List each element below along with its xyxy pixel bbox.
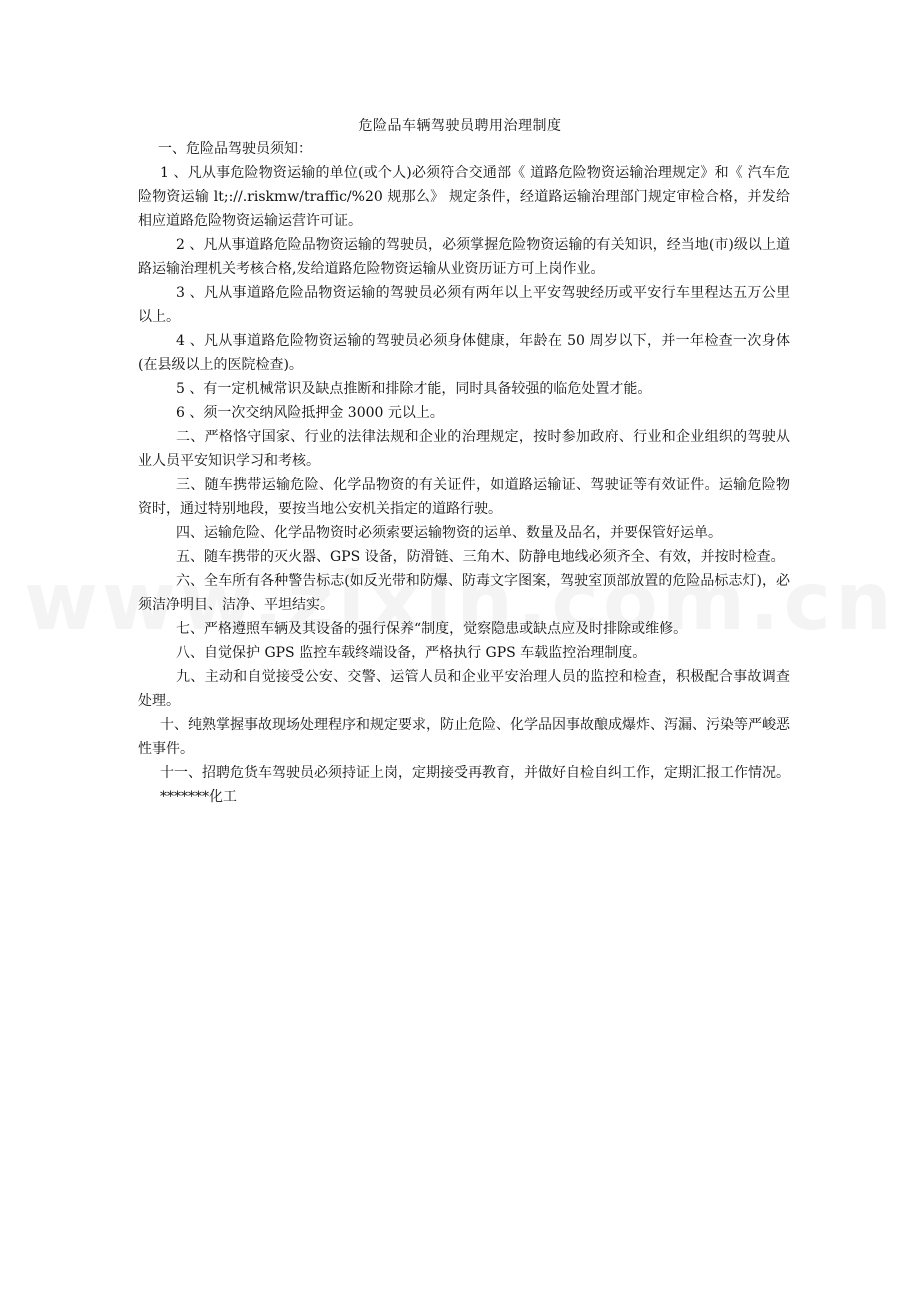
paragraph-section-9: 九、主动和自觉接受公安、交警、运管人员和企业平安治理人员的监控和检查，积极配合事故调查处理。 — [138, 669, 790, 709]
document-body — [138, 137, 790, 809]
paragraph-section-10: 十、纯熟掌握事故现场处理程序和规定要求，防止危险、化学品因事故酿成爆炸、泻漏、污染等严峻恶性事件。 — [138, 717, 790, 757]
paragraph-section-6: 六、全车所有各种警告标志(如反光带和防爆、防毒文字图案，驾驶室顶部放置的危险品标志灯)，必须洁净明目、洁净、平坦结实。 — [138, 573, 790, 613]
signature: *******化工 — [160, 789, 237, 805]
paragraph-item-6: 6 、须一次交纳风险抵押金 3000 元以上。 — [176, 405, 444, 421]
paragraph-item-4: 4 、凡从事道路危险物资运输的驾驶员必须身体健康，年龄在 50 周岁以下，并一年检查一次身体(在县级以上的医院检查)。 — [138, 333, 790, 373]
paragraph-item-5: 5 、有一定机械常识及缺点推断和排除才能，同时具备较强的临危处置才能。 — [176, 381, 652, 397]
paragraph-section-7: 七、严格遵照车辆及其设备的强行保养“制度，觉察隐患或缺点应及时排除或维修。 — [176, 621, 688, 637]
paragraph-section-5: 五、随车携带的灭火器、GPS 设备，防滑链、三角木、防静电地线必须齐全、有效，并按时检查。 — [176, 549, 785, 565]
document-title: 危险品车辆驾驶员聘用治理制度 — [358, 118, 562, 134]
paragraph-section-11: 十一、招聘危货车驾驶员必须持证上岗，定期接受再教育，并做好自检自纠工作，定期汇报工作情况。 — [160, 765, 790, 781]
paragraph-item-1: 1 、凡从事危险物资运输的单位(或个人)必须符合交通部《 道路危险物资运输治理规定》和《 汽车危险物资运输 lt;://.riskmw/traffic/%20 规那么》 规定条件，经道路运输治理部门规定审检合格，并发给相应道路危险物资运输运营许可证。 — [138, 165, 790, 229]
paragraph-section-3: 三、随车携带运输危险、化学品物资的有关证件，如道路运输证、驾驶证等有效证件。运输危险物资时，通过特别地段，要按当地公安机关指定的道路行驶。 — [138, 477, 790, 517]
paragraph-section-4: 四、运输危险、化学品物资时必须索要运输物资的运单、数量及品名，并要保管好运单。 — [176, 525, 722, 541]
paragraph-item-2: 2 、凡从事道路危险品物资运输的驾驶员，必须掌握危险物资运输的有关知识，经当地(市)级以上道路运输治理机关考核合格,发给道路危险物资运输从业资历证方可上岗作业。 — [138, 237, 790, 277]
paragraph-section-2: 二、严格恪守国家、行业的法律法规和企业的治理规定，按时参加政府、行业和企业组织的驾驶从业人员平安知识学习和考核。 — [138, 429, 790, 469]
paragraph-section-8: 八、自觉保护 GPS 监控车载终端设备，严格执行 GPS 车载监控治理制度。 — [176, 645, 647, 661]
paragraph-item-3: 3 、凡从事道路危险品物资运输的驾驶员必须有两年以上平安驾驶经历或平安行车里程达五万公里以上。 — [138, 285, 790, 325]
section-heading-1: 一、危险品驾驶员须知： — [158, 141, 312, 157]
